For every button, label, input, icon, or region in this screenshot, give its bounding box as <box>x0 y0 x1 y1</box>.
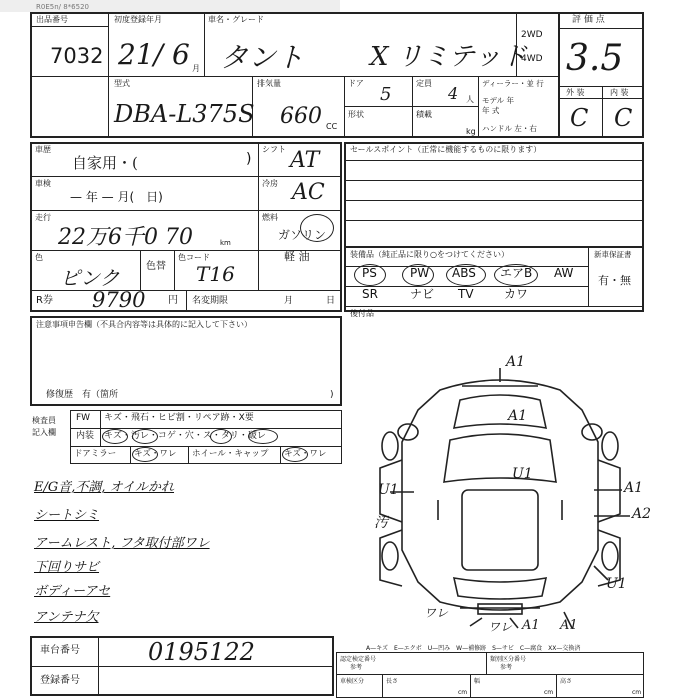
yen-unit: 円 <box>168 295 178 306</box>
mileage-value: 22万6千0 70 <box>58 225 193 250</box>
first-reg-value: 21/ 6 <box>118 38 190 71</box>
inspector-label-2: 記入欄 <box>32 428 56 437</box>
wheel-damage: キズ・ワレ <box>284 449 327 459</box>
equip-ps: PS <box>362 266 377 280</box>
exterior-value: C <box>570 104 589 132</box>
color-code-value: T16 <box>196 262 235 286</box>
diagram-mark-left-dirt: 汚 <box>374 515 388 531</box>
remark-1: E/G音,不調, オイルかれ <box>34 480 175 495</box>
recycle-value: 9790 <box>92 288 146 312</box>
reg-class-label: 車検区分 <box>340 678 365 685</box>
damage-legend: A—キズ E—エクボ U—凹み W—補修跡 S—サビ C—腐食 XX—交換済 <box>366 645 581 652</box>
km-unit: km <box>220 239 231 247</box>
height-unit: cm <box>632 689 642 696</box>
recycle-label: R券 <box>36 295 53 306</box>
inspection-value: — 年 — 月( 日) <box>70 190 163 204</box>
handle-label: ハンドル 左・右 <box>482 124 537 133</box>
diagram-mark-right-front: A1 <box>624 480 644 496</box>
diagram-mark-rear-1: A1 <box>522 618 540 633</box>
mirror-label: ドアミラー <box>74 449 117 459</box>
equip-tv: TV <box>458 287 474 301</box>
sales-point-label: セールスポイント（正常に機能するものに限ります） <box>350 145 542 154</box>
lot-no-label: 出品番号 <box>36 15 68 24</box>
name-change-label: 名変期限 <box>192 296 229 306</box>
equip-abs: ABS <box>452 266 476 280</box>
shift-value: AT <box>290 148 320 173</box>
top-scan-text: R0E5n/ 8*6520 <box>36 3 89 11</box>
score-label: 評 価 点 <box>572 15 605 25</box>
score-value: 3.5 <box>566 38 624 79</box>
fuel-opts: 軽 油 <box>284 250 310 263</box>
grade-value: X リミテッド <box>370 42 527 72</box>
length-unit: cm <box>458 689 468 696</box>
color-change-label: 色替 <box>146 261 166 272</box>
diagram-mark-right-quarter: U1 <box>606 576 627 592</box>
diagram-mark-hood: A1 <box>508 408 528 424</box>
equip-navi: ナビ <box>410 287 435 301</box>
cert2-sub: 参考 <box>500 664 513 671</box>
capacity-value: 4 <box>448 84 459 103</box>
interior-label: 内 装 <box>610 88 629 97</box>
warranty-opts: 有・無 <box>598 274 631 287</box>
remark-2: シートシミ <box>34 508 100 523</box>
model-label: 型式 <box>114 79 130 88</box>
equip-airbag-circle <box>494 264 538 286</box>
load-label: 積載 <box>416 110 432 119</box>
equip-aw: AW <box>554 266 574 280</box>
interior-head: 内装 <box>76 431 95 441</box>
month-unit: 月 <box>192 64 200 73</box>
drive-2wd: 2WD <box>521 30 543 40</box>
equip-pw: PW <box>410 266 430 280</box>
interior-value: C <box>614 104 633 132</box>
door-label: ドア <box>348 79 364 88</box>
displacement-value: 660 <box>280 104 322 129</box>
width-label: 幅 <box>474 678 481 685</box>
equip-ps-circle <box>354 264 386 286</box>
cert-label: 認定検定番号 <box>340 656 377 663</box>
equip-leather: カワ <box>504 287 529 301</box>
fuel-value: ガソリン <box>278 228 327 242</box>
length-label: 長さ <box>386 678 399 685</box>
equipment-label: 装備品（純正品に限り○をつけてください） <box>350 250 509 259</box>
model-value: DBA-L375S <box>114 100 255 128</box>
diagram-mark-front: A1 <box>506 354 526 370</box>
use-close: ) <box>246 151 252 167</box>
exterior-label: 外 装 <box>566 88 585 97</box>
color-label: 色 <box>35 253 43 262</box>
height-label: 高さ <box>560 678 573 685</box>
diagram-mark-rear-2: A1 <box>560 618 578 633</box>
lot-no-value: 7032 <box>50 44 104 68</box>
equip-airbag: エアB <box>500 266 533 280</box>
inspector-label-1: 検査員 <box>32 416 56 425</box>
shape-label: 形状 <box>348 110 364 119</box>
remark-3: アームレスト, フタ取付部ワレ <box>34 536 210 551</box>
inspection-label: 車検 <box>35 179 51 188</box>
displacement-label: 排気量 <box>257 79 281 88</box>
door-value: 5 <box>380 84 392 105</box>
ac-label: 冷房 <box>262 179 278 188</box>
shift-label: シフト <box>262 145 286 154</box>
mileage-label: 走行 <box>35 213 51 222</box>
car-name-value: タント <box>220 41 305 74</box>
ac-value: AC <box>292 180 325 205</box>
equip-sr: SR <box>362 287 378 301</box>
remark-6: アンテナ欠 <box>34 610 99 625</box>
cert2-label: 類別区分番号 <box>490 656 527 663</box>
use-value: 自家用・( <box>72 154 138 172</box>
color-code-label: 色コード <box>178 253 210 262</box>
new-warranty-label: 新車保証書 <box>594 250 632 259</box>
reg-no-label: 登録番号 <box>40 675 80 686</box>
diagram-mark-left-front: U1 <box>378 482 399 498</box>
color-value: ピンク <box>60 266 120 290</box>
diagram-mark-crack-2: ワレ <box>488 620 513 634</box>
name-change-month: 月 <box>284 296 294 306</box>
remark-4: 下回りサビ <box>34 560 100 575</box>
diagram-mark-crack-1: ワレ <box>424 606 449 620</box>
wheel-label: ホイール・キャップ <box>192 449 269 459</box>
remark-5: ボディーアセ <box>34 584 111 599</box>
fw-head: FW <box>76 413 91 423</box>
chassis-label: 車台番号 <box>40 645 80 656</box>
first-reg-label: 初度登録年月 <box>114 15 162 24</box>
cc-unit: CC <box>326 122 338 131</box>
drive-4wd: 4WD <box>521 54 543 64</box>
diagram-mark-roof: U1 <box>512 466 533 482</box>
repair-close: ) <box>330 390 334 400</box>
mirror-damage: キズ・ワレ <box>134 449 177 459</box>
equip-abs-circle <box>446 264 486 286</box>
aftermarket-label: 後付品 <box>350 309 374 318</box>
equip-pw-circle <box>402 264 434 286</box>
capacity-label: 定員 <box>416 79 432 88</box>
dealer-label: ディーラー・並 行 <box>482 79 544 88</box>
use-label: 車歴 <box>35 145 51 154</box>
cert-sub: 参考 <box>350 664 363 671</box>
interior-row: キズ・汚レ・コゲ・穴・ス・タリ・破レ <box>104 431 266 441</box>
kg-unit: kg <box>466 127 476 136</box>
name-change-day: 日 <box>326 296 336 306</box>
car-name-label: 車名・グレード <box>208 15 264 24</box>
model-year-label: モデル 年 <box>482 96 515 105</box>
chassis-value: 0195122 <box>148 638 255 666</box>
repair-label: 修復歴 有（箇所 <box>46 390 119 400</box>
person-unit: 人 <box>466 95 474 104</box>
model-year-label2: 年 式 <box>482 106 500 115</box>
diagram-mark-right-rear: A2 <box>632 506 652 522</box>
fuel-label: 燃料 <box>262 213 278 222</box>
width-unit: cm <box>544 689 554 696</box>
fw-row: キズ・飛石・ヒビ割・リペア跡・X要 <box>104 413 254 423</box>
notes-title: 注意事項申告欄（不具合内容等は具体的に記入して下さい） <box>36 320 252 329</box>
